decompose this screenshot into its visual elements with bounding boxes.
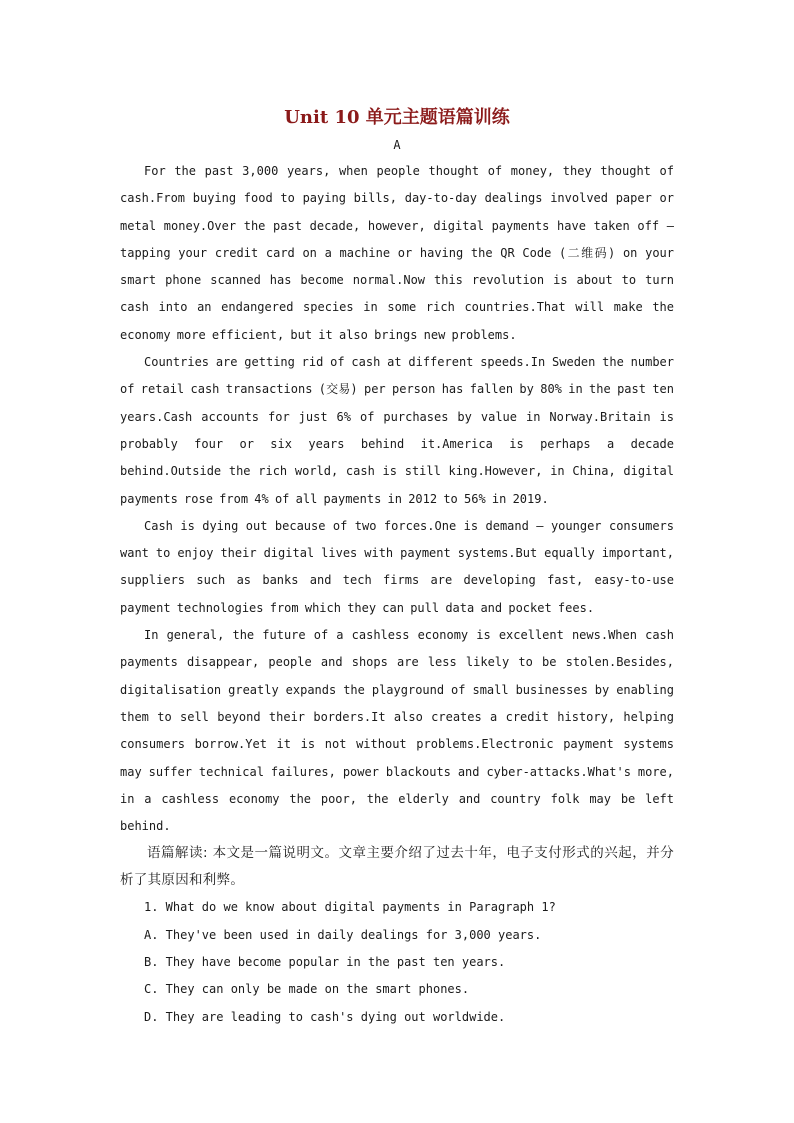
paragraph-3: Cash is dying out because of two forces.One is demand — younger consumers want to enjoy their digital lives with payment systems.But equally important, suppliers such as banks and tech firms are developing fast, easy-to-use payment technologies from which they can pull data and pocket fees. (120, 518, 674, 615)
paragraph-2: Countries are getting rid of cash at different speeds.In Sweden the number of retail cash transactions (交易) per person has fallen by 80% in the past ten years.Cash accounts for just 6% of purchases by value in Norway.Britain is probably four or six years behind it.America is perhaps a decade behind.Outside the rich world, cash is still king.However, in China, digital payments rose from 4% of all payments in 2012 to 56% in 2019. (120, 355, 674, 506)
question-stem: 1. What do we know about digital payments in Paragraph 1? (144, 900, 556, 915)
section-label: A (393, 138, 401, 152)
paragraph-1: For the past 3,000 years, when people thought of money, they thought of cash.From buying food to paying bills, day-to-day dealings involved paper or metal money.Over the past decade, however, digital payments have taken off — tapping your credit card on a machine or having the QR Code (二维码) on your smart phone scanned has become normal.Now this revolution is about to turn cash into an endangered species in some rich countries.That will make the economy more efficient, but it also brings new problems. (120, 164, 674, 342)
page-title: Unit 10 单元主题语篇训练 (284, 107, 510, 128)
text-analysis: 语篇解读: 本文是一篇说明文。文章主要介绍了过去十年，电子支付形式的兴起，并分析了其原因和利弊。 (120, 845, 674, 889)
document-page (120, 104, 674, 1031)
paragraph-4: In general, the future of a cashless economy is excellent news.When cash payments disappear, people and shops are less likely to be stolen.Besides, digitalisation greatly expands the playground of small businesses by enabling them to sell beyond their borders.It also creates a credit history, helping consumers borrow.Yet it is not without problems.Electronic payment systems may suffer technical failures, power blackouts and cyber-attacks.What's more, in a cashless economy the poor, the elderly and country folk may be left behind. (120, 628, 674, 834)
option-b: B. They have become popular in the past ten years. (144, 955, 506, 970)
option-d: D. They are leading to cash's dying out worldwide. (144, 1009, 506, 1024)
option-c: C. They can only be made on the smart phones. (144, 982, 470, 997)
option-a: A. They've been used in daily dealings for 3,000 years. (144, 927, 542, 942)
